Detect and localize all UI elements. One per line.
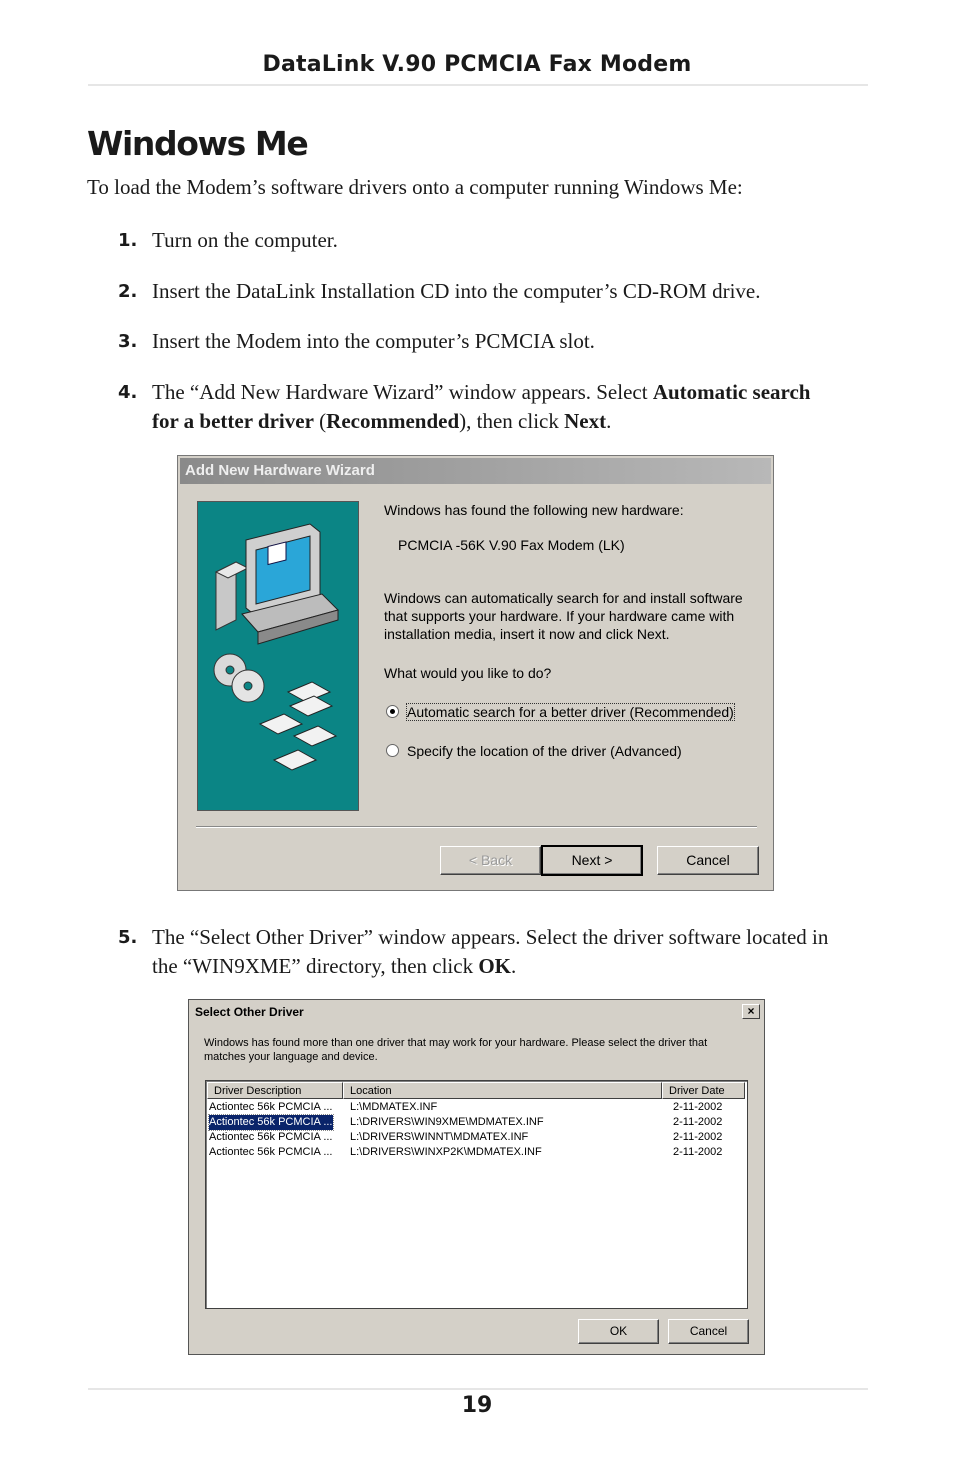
driver-cancel-button[interactable]: Cancel (668, 1319, 749, 1344)
back-button[interactable]: < Back (440, 846, 541, 875)
intro-text: To load the Modem’s software drivers onto a computer running Windows Me: (87, 175, 743, 199)
driver-dialog-title: Select Other Driver (191, 1002, 762, 1022)
computer-and-discs-icon (198, 502, 358, 810)
row-date: 2-11-2002 (673, 1116, 723, 1128)
cancel-button[interactable]: Cancel (657, 846, 759, 875)
row-location: L:\DRIVERS\WINNT\MDMATEX.INF (350, 1131, 529, 1143)
footer-rule (88, 1388, 868, 1390)
running-header: DataLink V.90 PCMCIA Fax Modem (262, 52, 692, 77)
section-heading: Windows Me (87, 124, 308, 163)
row-location: L:\DRIVERS\WIN9XME\MDMATEX.INF (350, 1116, 544, 1128)
step-number: 5. (118, 927, 138, 948)
row-location: L:\DRIVERS\WINXP2K\MDMATEX.INF (350, 1146, 542, 1158)
specify-location-radio[interactable] (386, 744, 399, 757)
step-text: Insert the Modem into the computer’s PCMCIA slot. (152, 329, 595, 353)
info-line-2: that supports your hardware. If your hardware came with (384, 608, 735, 624)
row-description: Actiontec 56k PCMCIA ... (209, 1131, 333, 1143)
step-number: 4. (118, 382, 138, 403)
row-description: Actiontec 56k PCMCIA ... (209, 1116, 333, 1128)
header-rule (88, 84, 868, 86)
button-separator (196, 826, 757, 828)
driver-list[interactable] (205, 1080, 748, 1309)
specify-location-option-label[interactable]: Specify the location of the driver (Advanced) (407, 743, 682, 759)
wizard-illustration-panel (197, 501, 359, 811)
info-line-3: installation media, insert it now and click Next. (384, 626, 670, 642)
column-header-description[interactable]: Driver Description (207, 1082, 343, 1099)
select-other-driver-dialog (188, 999, 765, 1355)
step-5 (118, 923, 838, 981)
step-text: Insert the DataLink Installation CD into the computer’s CD-ROM drive. (152, 279, 761, 303)
question-label: What would you like to do? (384, 665, 552, 681)
step-number: 3. (118, 331, 138, 352)
row-description: Actiontec 56k PCMCIA ... (209, 1101, 333, 1113)
table-row[interactable] (208, 1100, 745, 1115)
add-new-hardware-wizard-dialog (177, 455, 774, 891)
row-date: 2-11-2002 (673, 1146, 723, 1158)
auto-search-option-label[interactable]: Automatic search for a better driver (Recommended) (407, 704, 734, 720)
table-row[interactable] (208, 1145, 745, 1160)
found-hardware-label: Windows has found the following new hardware: (384, 502, 684, 518)
step-4 (118, 378, 838, 436)
device-name: PCMCIA -56K V.90 Fax Modem (LK) (398, 537, 625, 553)
row-location: L:\MDMATEX.INF (350, 1101, 438, 1113)
row-description: Actiontec 56k PCMCIA ... (209, 1146, 333, 1158)
next-button[interactable]: Next > (541, 845, 643, 876)
table-row[interactable] (208, 1130, 745, 1145)
step-text: The “Add New Hardware Wizard” window appears. Select Automatic search for a better driver (Recommended), then click Next. (152, 380, 811, 433)
info-line-1: Windows can automatically search for and install software (384, 590, 743, 606)
driver-dialog-message: Windows has found more than one driver that may work for your hardware. Please select the driver that matches your language and device. (204, 1037, 708, 1063)
row-date: 2-11-2002 (673, 1131, 723, 1143)
wizard-title-bar: Add New Hardware Wizard (180, 458, 771, 484)
table-row-selected[interactable] (208, 1115, 745, 1130)
row-date: 2-11-2002 (673, 1101, 723, 1113)
column-header-date[interactable]: Driver Date (662, 1082, 745, 1099)
page-number: 19 (461, 1393, 493, 1418)
close-icon[interactable]: × (742, 1004, 760, 1019)
step-number: 2. (118, 281, 138, 302)
step-text: Turn on the computer. (152, 228, 338, 252)
step-number: 1. (118, 230, 138, 251)
step-3 (118, 327, 838, 356)
column-header-location[interactable]: Location (343, 1082, 662, 1099)
step-2 (118, 277, 838, 306)
step-text: The “Select Other Driver” window appears. Select the driver software located in the “WIN9XME” directory, then click OK. (152, 925, 829, 978)
step-1 (118, 226, 838, 255)
auto-search-radio[interactable] (386, 705, 399, 718)
ok-button[interactable]: OK (578, 1319, 659, 1344)
